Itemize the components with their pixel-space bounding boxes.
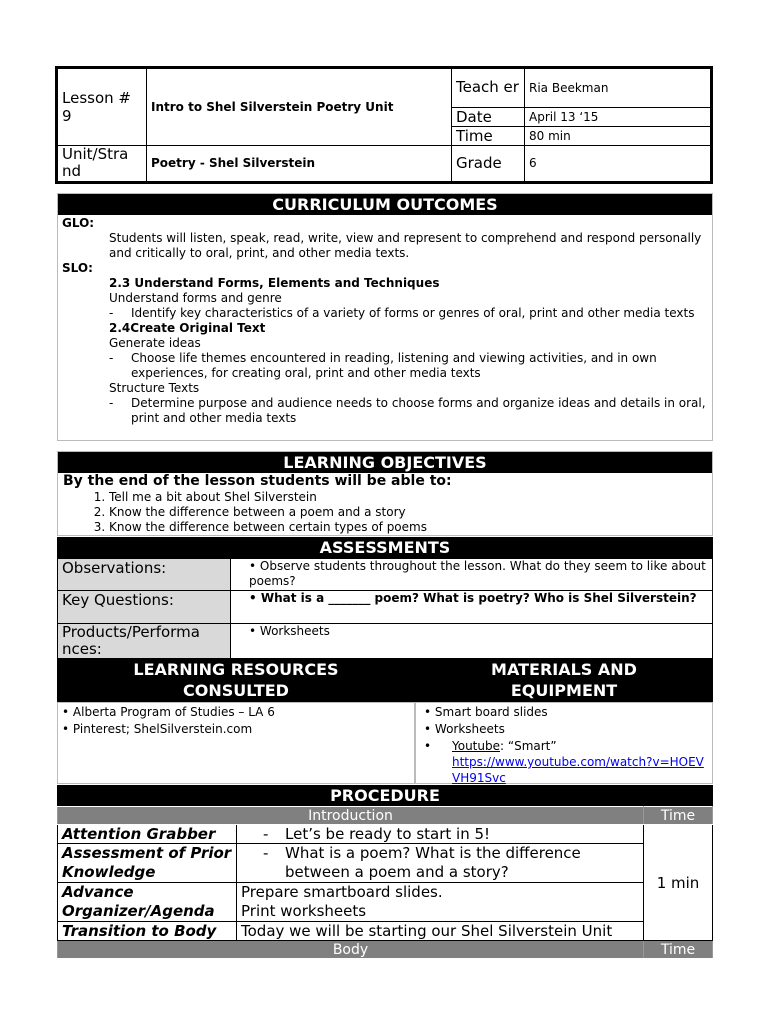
objective-item: 1. Tell me a bit about Shel Silverstein (109, 490, 712, 505)
prior-knowledge-text: - What is a poem? What is the difference between a poem and a story? (285, 844, 639, 882)
products-text: • Worksheets (249, 624, 708, 639)
attention-grabber-text: - Let’s be ready to start in 5! (285, 825, 490, 843)
lesson-header (55, 66, 713, 184)
time-value: 80 min (525, 126, 711, 145)
body-header: Body (58, 941, 644, 959)
resource-item: • Pinterest; ShelSilverstein.com (62, 721, 412, 738)
grade-value: 6 (525, 145, 711, 181)
objectives-section (57, 451, 713, 536)
slo-2-4-item1: - Choose life themes encountered in reading, listening and viewing activities, and in own experiences, for creating oral, print and other media texts (131, 351, 708, 381)
slo-2-3-item: - Identify key characteristics of a variety of forms or genres of oral, print and other media texts (131, 306, 708, 321)
slo-2-4-title: 2.4Create Original Text (109, 321, 266, 335)
material-item: • Worksheets (424, 721, 706, 738)
material-item: • Smart board slides (424, 704, 706, 721)
slo-label: SLO: (62, 261, 93, 275)
slo-2-4-sub1: Generate ideas (109, 336, 201, 350)
attention-grabber-label: Attention Grabber (58, 825, 237, 844)
lesson-number: Lesson # 9 (58, 69, 147, 145)
agenda-text-2: Print worksheets (241, 902, 367, 920)
resource-item: • Alberta Program of Studies – LA 6 (62, 704, 412, 721)
prior-knowledge-label: Assessment of Prior Knowledge (58, 844, 237, 883)
time-header: Time (644, 807, 713, 825)
slo-2-4-item2: - Determine purpose and audience needs to choose forms and organize ideas and details in oral, print and other media texts (131, 396, 708, 426)
procedure-heading: PROCEDURE (57, 785, 713, 806)
observations-text: • Observe students throughout the lesson. What do they seem to like about poems? (249, 559, 708, 589)
time-label: Time (452, 126, 525, 145)
resources-list (57, 702, 415, 784)
lesson-title: Intro to Shel Silverstein Poetry Unit (147, 69, 452, 145)
body-time-header: Time (644, 941, 713, 959)
agenda-text-1: Prepare smartboard slides. (241, 883, 443, 901)
materials-heading: MATERIALS AND EQUIPMENT (415, 659, 713, 702)
curriculum-section (57, 193, 713, 441)
procedure-table (57, 806, 713, 959)
date-value: April 13 ‘15 (525, 107, 711, 126)
youtube-title: : “Smart” (500, 739, 557, 753)
grade-label: Grade (452, 145, 525, 181)
youtube-label: Youtube (452, 739, 500, 753)
glo-label: GLO: (62, 216, 95, 230)
objective-item: 2. Know the difference between a poem and a story (109, 505, 712, 520)
key-questions-label: Key Questions: (58, 591, 231, 624)
teacher-label: Teach er (452, 69, 525, 107)
objectives-intro: By the end of the lesson students will be able to: (63, 473, 452, 489)
key-questions-text: • What is a _______ poem? What is poetry? Who is Shel Silverstein? (249, 591, 708, 606)
teacher-name: Ria Beekman (525, 69, 711, 107)
slo-2-4-sub2: Structure Texts (109, 381, 200, 395)
transition-label: Transition to Body (58, 922, 237, 941)
unit-value: Poetry - Shel Silverstein (147, 145, 452, 181)
youtube-link[interactable]: https://www.youtube.com/watch?v=HOEVVH91Svc (452, 755, 704, 785)
resources-heading: LEARNING RESOURCES CONSULTED (57, 659, 415, 702)
date-label: Date (452, 107, 525, 126)
observations-label: Observations: (58, 559, 231, 591)
glo-text: Students will listen, speak, read, write, view and represent to comprehend and respond personally and critically to oral, print, and other media texts. (109, 231, 702, 260)
objectives-heading: LEARNING OBJECTIVES (58, 452, 712, 473)
slo-2-3-sub: Understand forms and genre (109, 291, 282, 305)
unit-label: Unit/Stra nd (58, 145, 147, 181)
slo-2-3-title: 2.3 Understand Forms, Elements and Techniques (109, 276, 440, 290)
products-label: Products/Performa nces: (58, 624, 231, 659)
assessments-table (57, 558, 713, 659)
assessments-heading: ASSESSMENTS (57, 537, 713, 558)
introduction-header: Introduction (58, 807, 644, 825)
objective-item: 3. Know the difference between certain types of poems (109, 520, 712, 535)
curriculum-heading: CURRICULUM OUTCOMES (58, 194, 712, 215)
materials-list: • Smart board slides • Worksheets • Youtube: “Smart” https://www.youtube.com/watch?v=HOEVVH91Svc (415, 702, 713, 784)
intro-time: 1 min (644, 825, 713, 941)
transition-text: Today we will be starting our Shel Silverstein Unit (237, 922, 644, 941)
agenda-label: Advance Organizer/Agenda (58, 883, 237, 922)
